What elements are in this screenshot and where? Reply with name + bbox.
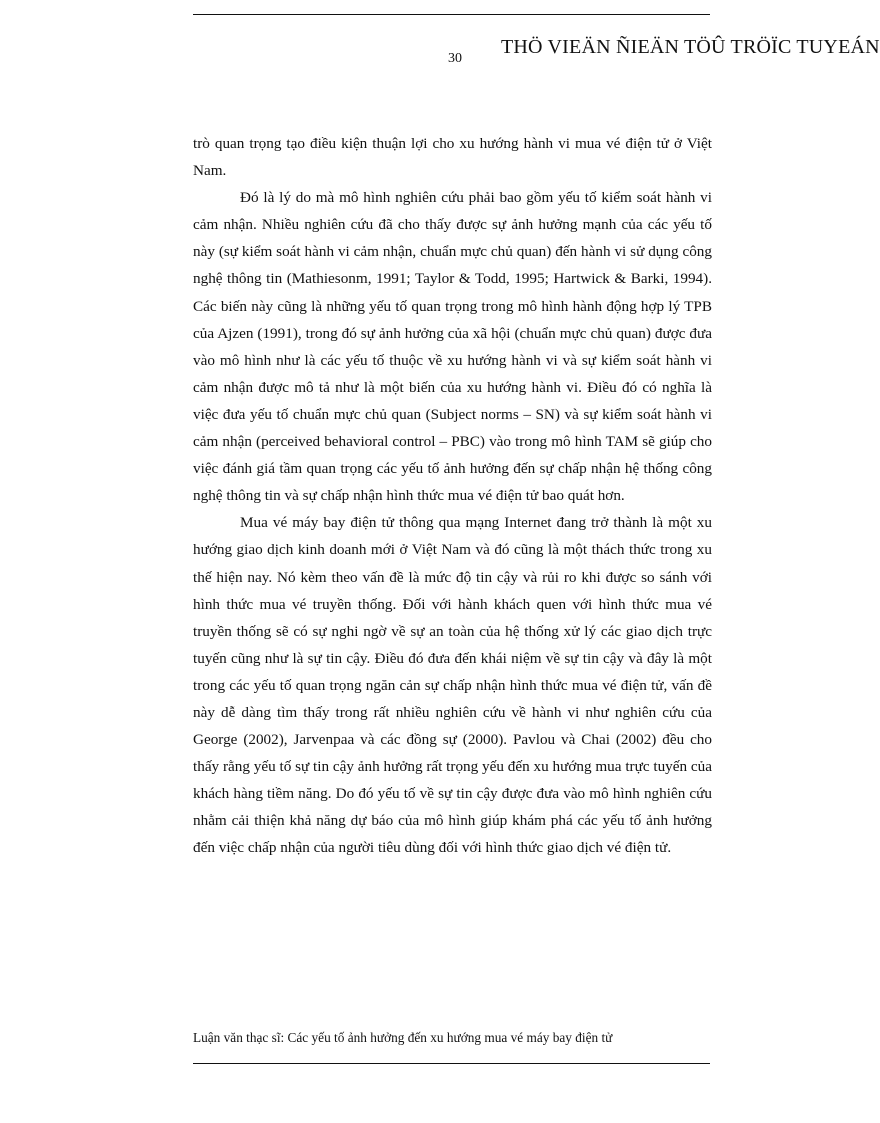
header-divider	[193, 14, 710, 15]
paragraph: Mua vé máy bay điện tử thông qua mạng Internet đang trở thành là một xu hướng giao dịch kinh doanh mới ở Việt Nam và đó cũng là một thách thức trong xu thế hiện nay. Nó kèm theo vấn đề là mức độ tin cậy và rủi ro khi được so sánh với hình thức mua vé truyền thống. Đối với hành khách quen với hình thức mua vé truyền thống sẽ có sự nghi ngờ về sự an toàn của hệ thống xử lý các giao dịch trực tuyến cũng như là sự tin cậy. Điều đó đưa đến khái niệm về sự tin cậy và đây là một trong các yếu tố quan trọng ngăn cản sự chấp nhận hình thức mua vé điện tử, vấn đề này dễ dàng tìm thấy trong rất nhiều nghiên cứu về hành vi như nghiên cứu của George (2002), Jarvenpaa và các đồng sự (2000). Pavlou và Chai (2002) đều cho thấy rằng yếu tố sự tin cậy ảnh hưởng rất trọng yếu đến xu hướng mua trực tuyến của khách hàng tiềm năng. Do đó yếu tố về sự tin cậy được đưa vào mô hình nghiên cứu nhằm cải thiện khả năng dự báo của mô hình giúp khám phá các yếu tố ảnh hưởng đến việc chấp nhận của người tiêu dùng đối với hình thức giao dịch vé điện tử.	[193, 514, 712, 857]
footer-thesis-title: Luận văn thạc sĩ: Các yếu tố ảnh hưởng đến xu hướng mua vé máy bay điện tử	[193, 1030, 613, 1045]
body-text	[193, 130, 712, 862]
paragraph: Đó là lý do mà mô hình nghiên cứu phải bao gồm yếu tố kiểm soát hành vi cảm nhận. Nhiều nghiên cứu đã cho thấy được sự ảnh hưởng mạnh của các yếu tố này (sự kiểm soát hành vi cảm nhận, chuẩn mực chủ quan) đến hành vi sử dụng công nghệ thông tin (Mathiesonm, 1991; Taylor & Todd, 1995; Hartwick & Barki, 1994). Các biến này cũng là những yếu tố quan trọng trong mô hình hành động hợp lý TPB của Ajzen (1991), trong đó sự ảnh hưởng của xã hội (chuẩn mực chủ quan) được đưa vào mô hình như là các yếu tố thuộc về xu hướng hành vi và sự kiểm soát hành vi cảm nhận được mô tả như là một biến của xu hướng hành vi. Điều đó có nghĩa là việc đưa yếu tố chuẩn mực chủ quan (Subject norms – SN) và sự kiểm soát hành vi cảm nhận (perceived behavioral control – PBC) vào trong mô hình TAM sẽ giúp cho việc đánh giá tầm quan trọng các yếu tố ảnh hưởng đến sự chấp nhận hệ thống công nghệ thông tin và sự chấp nhận hình thức mua vé điện tử bao quát hơn.	[193, 189, 712, 505]
paragraph: trò quan trọng tạo điều kiện thuận lợi cho xu hướng hành vi mua vé điện tử ở Việt Nam.	[193, 135, 712, 180]
library-watermark: THÖ VIEÄN ÑIEÄN TÖÛ TRÖÏC TUYEÁN	[501, 36, 880, 58]
page-number: 30	[448, 51, 462, 66]
footer-divider	[193, 1063, 710, 1064]
